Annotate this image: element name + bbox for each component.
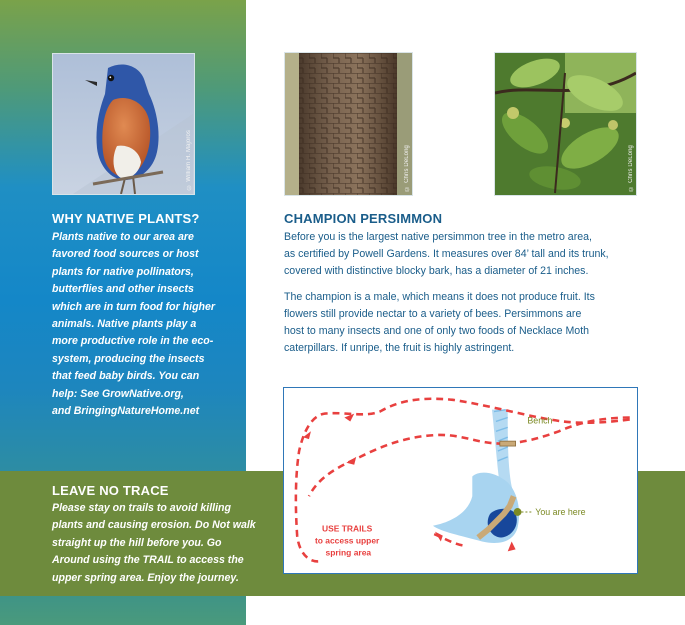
trail-map-svg [284,388,636,572]
use-trails-line: USE TRAILS [322,523,373,534]
text-line: and BringingNatureHome.net [52,405,200,418]
persimmon-leaves-photo [494,52,637,196]
you-are-here-marker [514,508,522,516]
bench-label: Bench [527,415,553,426]
text-line: plants for native pollinators, [52,265,194,278]
text-line: butterflies and other insects [52,283,194,296]
text-line: The champion is a male, which means it does not produce fruit. Its [284,291,595,303]
arrow-icon [346,457,356,465]
text-line: covered with distinctive blocky bark, has a diameter of 21 inches. [284,265,589,277]
left-panel-bottom [0,596,246,625]
use-trails-line: to access upper [314,535,380,546]
text-line: host to many insects and one of only two foods of Necklace Moth [284,325,590,337]
arrow-icon [303,431,311,439]
bench-icon [500,441,516,446]
arrow-icon [435,532,443,542]
text-line: Please stay on trails to avoid killing [52,502,231,514]
text-line: favored food sources or host [52,248,199,261]
text-line: straight up the hill before you. Go [52,536,222,549]
why-native-title: WHY NATIVE PLANTS? [52,211,200,226]
champion-paragraph-1 [284,229,656,280]
bluebird-photo [52,53,195,195]
trail-map [283,387,638,574]
text-line: caterpillars. If unripe, the fruit is highly astringent. [284,342,515,354]
leave-no-trace-body [52,500,267,587]
bark-photo-credit: © Chris DeLong [404,145,410,191]
text-line: help: See GrowNative.org, [52,387,184,400]
leave-no-trace-title: LEAVE NO TRACE [52,483,169,498]
text-line: which are in turn food for higher [52,300,216,313]
text-line: more productive role in the eco- [52,335,214,348]
text-line: flowers still provide nectar to a variety of bees. Persimmons are [284,308,582,320]
text-line: animals. Native plants play a [52,318,197,331]
bark-photo [284,52,413,196]
why-native-body [52,229,242,420]
champion-title: CHAMPION PERSIMMON [284,211,443,226]
bluebird-photo-credit: © William H. Majoros [186,130,192,190]
leaves-photo-credit: © Chris DeLong [628,145,634,191]
text-line: Before you is the largest native persimmon tree in the metro area, [284,231,592,243]
champion-paragraph-2 [284,289,656,357]
text-line: plants and causing erosion. Do Not walk [52,519,256,532]
text-line: that feed baby birds. You can [52,370,200,383]
use-trails-line: spring area [325,547,372,558]
use-trails-label [315,524,382,558]
text-line: Plants native to our area are [52,231,194,243]
text-line: system, producing the insects [52,352,205,365]
text-line: upper spring area. Enjoy the journey. [52,571,239,584]
text-line: as certified by Powell Gardens. It measures over 84’ tall and its trunk, [284,248,609,260]
you-are-here-label: You are here [535,506,586,517]
lower-trail [309,418,630,497]
text-line: Around using the TRAIL to access the [52,554,244,567]
arrow-icon [508,541,516,551]
